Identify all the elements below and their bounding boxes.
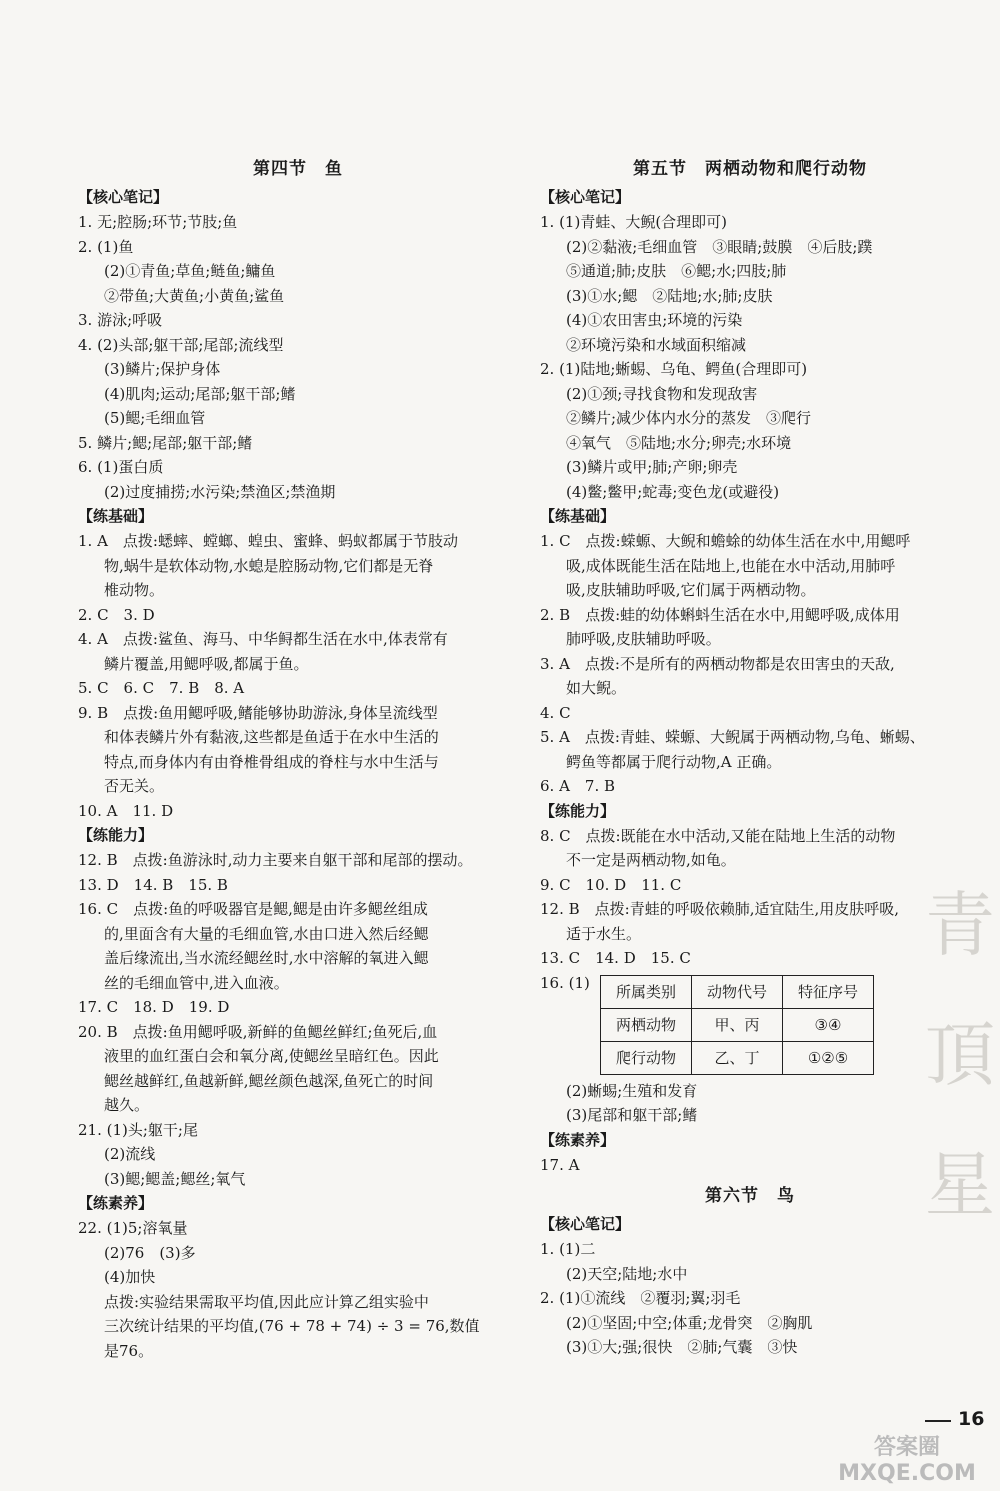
answer-line: 2. (1)鱼 bbox=[78, 237, 134, 256]
section-heading: 【练基础】 bbox=[78, 507, 154, 525]
ability-list bbox=[78, 848, 518, 1191]
answer-line: (3)①大;强;很快 ②肺;气囊 ③快 bbox=[566, 1338, 798, 1356]
answer-line: (3)鳃;鳃盖;鳃丝;氧气 bbox=[104, 1169, 246, 1188]
answer-line: (3)尾部和躯干部;鳍 bbox=[566, 1106, 698, 1124]
answer-line: 2. C 3. D bbox=[78, 605, 155, 624]
answer-line: (4)①农田害虫;环境的污染 bbox=[566, 311, 743, 329]
answer-line: 是76。 bbox=[104, 1341, 154, 1360]
answer-line: 鳄鱼等都属于爬行动物,A 正确。 bbox=[566, 752, 782, 771]
answer-line: 16. C 点拨:鱼的呼吸器官是鳃,鳃是由许多鳃丝组成 bbox=[78, 900, 428, 918]
answer-line: 13. D 14. B 15. B bbox=[78, 875, 228, 894]
section-heading: 【练基础】 bbox=[540, 507, 616, 525]
table-cell: ③④ bbox=[783, 1008, 874, 1041]
left-column bbox=[78, 150, 518, 1363]
answer-line: 肺呼吸,皮肤辅助呼吸。 bbox=[566, 630, 721, 648]
answer-line: 20. B 点拨:鱼用鳃呼吸,新鲜的鱼鳃丝鲜红;鱼死后,血 bbox=[78, 1022, 438, 1041]
answer-line: 适于水生。 bbox=[566, 924, 642, 943]
answer-line: 9. B 点拨:鱼用鳃呼吸,鳍能够协助游泳,身体呈流线型 bbox=[78, 703, 438, 722]
answer-line: 3. 游泳;呼吸 bbox=[78, 311, 163, 329]
answer-line: 4. C bbox=[540, 703, 571, 722]
core-notes-list bbox=[78, 210, 518, 504]
answer-line: 2. (1)陆地;蜥蜴、乌龟、鳄鱼(合理即可) bbox=[540, 360, 808, 378]
table-header-cell: 所属类别 bbox=[601, 975, 692, 1008]
answer-line: (3)①水;鳃 ②陆地;水;肺;皮肤 bbox=[566, 286, 773, 305]
answer-line: 和体表鳞片外有黏液,这些都是鱼适于在水中生活的 bbox=[104, 728, 439, 746]
answer-line: 3. A 点拨:不是所有的两栖动物都是农田害虫的天敌, bbox=[540, 654, 895, 673]
answer-line: 13. C 14. D 15. C bbox=[540, 949, 691, 967]
answer-line: 特点,而身体内有由脊椎骨组成的脊柱与水中生活与 bbox=[104, 752, 439, 771]
section-heading: 【练能力】 bbox=[540, 801, 616, 820]
answer-line: (2)①颈;寻找食物和发现敌害 bbox=[566, 384, 758, 403]
answer-line: 21. (1)头;躯干;尾 bbox=[78, 1120, 198, 1139]
answer-line: 6. A 7. B bbox=[540, 777, 616, 795]
answer-line: 4. A 点拨:鲨鱼、海马、中华鲟都生活在水中,体表常有 bbox=[78, 630, 448, 648]
answer-line: (5)鳃;毛细血管 bbox=[104, 409, 206, 427]
answer-line: 17. A bbox=[540, 1155, 580, 1174]
answer-line: 1. 无;腔肠;环节;节肢;鱼 bbox=[78, 213, 238, 231]
answer-line: 12. B 点拨:青蛙的呼吸依赖肺,适宜陆生,用皮肤呼吸, bbox=[540, 900, 900, 918]
answer-line: (4)肌肉;运动;尾部;躯干部;鳍 bbox=[104, 384, 296, 403]
answer-line: 如大鲵。 bbox=[566, 679, 627, 697]
table-cell: 两栖动物 bbox=[601, 1008, 692, 1041]
answer-line: ⑤通道;肺;皮肤 ⑥鳃;水;四肢;肺 bbox=[566, 262, 787, 280]
answer-line: 鳃丝越鲜红,鱼越新鲜,鳃丝颜色越深,鱼死亡的时间 bbox=[104, 1071, 434, 1090]
answer-line: 椎动物。 bbox=[104, 581, 165, 599]
section-heading: 【练素养】 bbox=[78, 1194, 154, 1212]
answer-line: (2)蜥蜴;生殖和发育 bbox=[566, 1081, 698, 1100]
answer-line: (4)鳖;鳖甲;蛇毒;变色龙(或避役) bbox=[566, 482, 780, 501]
answer-line: (2)流线 bbox=[104, 1145, 156, 1163]
section-heading: 【核心笔记】 bbox=[540, 1215, 631, 1233]
answer-line: 17. C 18. D 19. D bbox=[78, 998, 230, 1016]
table-row bbox=[601, 1008, 874, 1041]
classification-table bbox=[600, 975, 874, 1075]
core-notes-list bbox=[540, 1237, 960, 1360]
table-cell: 甲、丙 bbox=[692, 1008, 783, 1041]
answer-line: ②带鱼;大黄鱼;小黄鱼;鲨鱼 bbox=[104, 286, 285, 305]
literacy-list bbox=[78, 1216, 518, 1363]
answer-line: 10. A 11. D bbox=[78, 801, 174, 820]
section-title: 第四节 鱼 bbox=[253, 159, 343, 179]
answer-line: (2)①青鱼;草鱼;鲢鱼;鳙鱼 bbox=[104, 262, 276, 280]
answer-line: 9. C 10. D 11. C bbox=[540, 875, 682, 894]
question-number: 16. (1) bbox=[540, 973, 590, 992]
section-heading: 【练素养】 bbox=[540, 1130, 616, 1149]
section-title: 第五节 两栖动物和爬行动物 bbox=[633, 159, 867, 179]
answer-line: 6. (1)蛋白质 bbox=[78, 458, 164, 476]
table-cell: ①②⑤ bbox=[783, 1041, 874, 1074]
answer-line: (3)鳞片;保护身体 bbox=[104, 360, 221, 378]
section-heading: 【练能力】 bbox=[78, 826, 154, 844]
answer-line: (2)76 (3)多 bbox=[104, 1243, 196, 1262]
decorative-background-text: 青頂星 bbox=[925, 884, 995, 1226]
answer-line: (2)①坚固;中空;体重;龙骨突 ②胸肌 bbox=[566, 1313, 813, 1332]
answer-line: 5. C 6. C 7. B 8. A bbox=[78, 679, 245, 697]
answer-line: 8. C 点拨:既能在水中活动,又能在陆地上生活的动物 bbox=[540, 826, 896, 845]
ability-list bbox=[540, 824, 960, 971]
answer-line: ②鳞片;减少体内水分的蒸发 ③爬行 bbox=[566, 409, 812, 427]
answer-line: (4)加快 bbox=[104, 1268, 156, 1286]
answer-line: 1. A 点拨:蟋蟀、螳螂、蝗虫、蜜蜂、蚂蚁都属于节肢动 bbox=[78, 532, 458, 550]
answer-line: (2)天空;陆地;水中 bbox=[566, 1264, 688, 1283]
answer-line: 2. B 点拨:蛙的幼体蝌蚪生活在水中,用鳃呼吸,成体用 bbox=[540, 605, 900, 624]
table-row bbox=[601, 1041, 874, 1074]
answer-line: 5. A 点拨:青蛙、蝾螈、大鲵属于两栖动物,乌龟、蜥蜴、 bbox=[540, 728, 925, 746]
answer-line: 1. C 点拨:蝾螈、大鲵和蟾蜍的幼体生活在水中,用鳃呼 bbox=[540, 532, 911, 550]
answer-line: 不一定是两栖动物,如龟。 bbox=[566, 851, 736, 869]
answer-line: ②环境污染和水域面积缩减 bbox=[566, 335, 747, 354]
answer-line: 三次统计结果的平均值,(76 + 78 + 74) ÷ 3 = 76,数值 bbox=[104, 1317, 480, 1335]
answer-line: 盖后缘流出,当水流经鳃丝时,水中溶解的氧进入鳃 bbox=[104, 949, 429, 967]
table-header-cell: 动物代号 bbox=[692, 975, 783, 1008]
answer-line: 1. (1)青蛙、大鲵(合理即可) bbox=[540, 213, 728, 231]
answer-line: 否无关。 bbox=[104, 777, 165, 795]
section-heading: 【核心笔记】 bbox=[78, 188, 169, 206]
answer-line: 液里的血红蛋白会和氧分离,使鳃丝呈暗红色。因此 bbox=[104, 1047, 439, 1065]
answer-line: 吸,成体既能生活在陆地上,也能在水中活动,用肺呼 bbox=[566, 556, 896, 575]
answer-line: 12. B 点拨:鱼游泳时,动力主要来自躯干部和尾部的摆动。 bbox=[78, 851, 473, 869]
section-heading: 【核心笔记】 bbox=[540, 188, 631, 206]
answer-line: 5. 鳞片;鳃;尾部;躯干部;鳍 bbox=[78, 433, 253, 452]
answer-line: 1. (1)二 bbox=[540, 1240, 596, 1258]
right-column bbox=[540, 150, 960, 1360]
answer-line: 4. (2)头部;躯干部;尾部;流线型 bbox=[78, 335, 284, 354]
answer-line: 越久。 bbox=[104, 1096, 150, 1114]
section-title: 第六节 鸟 bbox=[705, 1186, 795, 1206]
answer-line: 2. (1)①流线 ②覆羽;翼;羽毛 bbox=[540, 1289, 741, 1307]
answer-line: 鳞片覆盖,用鳃呼吸,都属于鱼。 bbox=[104, 654, 309, 673]
table-cell: 乙、丁 bbox=[692, 1041, 783, 1074]
answer-line: 22. (1)5;溶氧量 bbox=[78, 1219, 188, 1237]
basic-list bbox=[540, 529, 960, 799]
literacy-list bbox=[540, 1153, 960, 1178]
answer-line: (3)鳞片或甲;肺;产卵;卵壳 bbox=[566, 458, 738, 476]
core-notes-list bbox=[540, 210, 960, 504]
basic-list bbox=[78, 529, 518, 823]
answer-line: (2)过度捕捞;水污染;禁渔区;禁渔期 bbox=[104, 482, 336, 501]
answer-line: 丝的毛细血管中,进入血液。 bbox=[104, 973, 289, 992]
watermark-logo: 答案圈 MXQE.COM bbox=[838, 1435, 976, 1486]
table-header-row bbox=[601, 975, 874, 1008]
page-number-dash bbox=[925, 1420, 951, 1422]
page-number: 16 bbox=[958, 1408, 985, 1430]
table-cell: 爬行动物 bbox=[601, 1041, 692, 1074]
answer-list bbox=[540, 1079, 960, 1128]
table-header-cell: 特征序号 bbox=[783, 975, 874, 1008]
answer-line: 点拨:实验结果需取平均值,因此应计算乙组实验中 bbox=[104, 1292, 429, 1311]
answer-line: 物,蜗牛是软体动物,水螅是腔肠动物,它们都是无脊 bbox=[104, 556, 434, 575]
answer-line: ④氧气 ⑤陆地;水分;卵壳;水环境 bbox=[566, 433, 792, 452]
answer-line: 吸,皮肤辅助呼吸,它们属于两栖动物。 bbox=[566, 581, 816, 599]
answer-line: 的,里面含有大量的毛细血管,水由口进入然后经鳃 bbox=[104, 924, 429, 943]
answer-line: (2)②黏液;毛细血管 ③眼睛;鼓膜 ④后肢;蹼 bbox=[566, 237, 873, 256]
